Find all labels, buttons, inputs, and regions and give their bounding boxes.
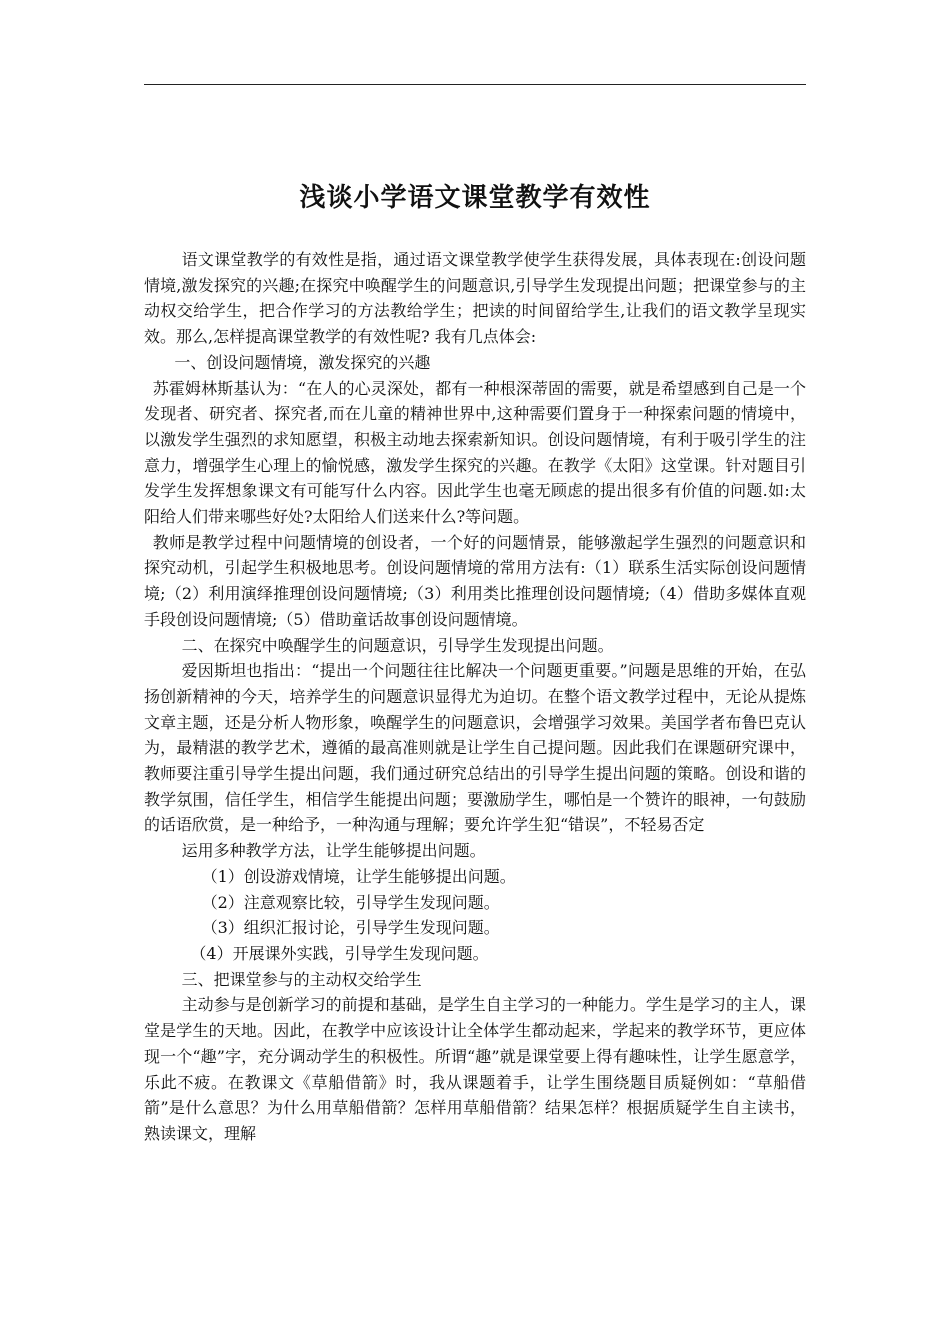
list-item: （4）开展课外实践，引导学生发现问题。 xyxy=(190,943,489,963)
body-paragraph: 教师是教学过程中问题情境的创设者，一个好的问题情景，能够激起学生强烈的问题意识和探究动机，引起学生积极地思考。创设问题情境的常用方法有:（1）联系生活实际创设问题情境;（2）利用演绎推理创设问题情境;（3）利用类比推理创设问题情境;（4）借助多媒体直观手段创设问题情境;（5）借助童话故事创设问题情境。 xyxy=(144,532,806,629)
body-paragraph: 爱因斯坦也指出：“提出一个问题往往比解决一个问题更重要。”问题是思维的开始，在弘扬创新精神的今天，培养学生的问题意识显得尤为迫切。在整个语文教学过程中，无论从提炼文章主题，还是分析人物形象，唤醒学生的问题意识，会增强学习效果。美国学者布鲁巴克认为，最精湛的教学艺术，遵循的最高准则就是让学生自己提问题。因此我们在课题研究课中，教师要注重引导学生提出问题，我们通过研究总结出的引导学生提出问题的策略。创设和谐的教学氛围，信任学生，相信学生能提出问题；要激励学生，哪怕是一个赞许的眼神，一句鼓励的话语欣赏，是一种给予，一种沟通与理解；要允许学生犯“错误”，不轻易否定 xyxy=(144,661,806,835)
section-heading-3: 三、把课堂参与的主动权交给学生 xyxy=(181,969,422,989)
list-item: （3）组织汇报讨论，引导学生发现问题。 xyxy=(201,918,500,938)
list-item: （1）创设游戏情境，让学生能够提出问题。 xyxy=(201,866,516,886)
document-body xyxy=(144,247,806,1147)
document-title: 浅谈小学语文课堂教学有效性 xyxy=(299,183,651,213)
list-item: （2）注意观察比较，引导学生发现问题。 xyxy=(201,892,500,912)
body-paragraph: 主动参与是创新学习的前提和基础，是学生自主学习的一种能力。学生是学习的主人，课堂是学生的天地。因此，在教学中应该设计让全体学生都动起来，学起来的教学环节，更应体现一个“趣”字，充分调动学生的积极性。所谓“趣”就是课堂要上得有趣味性，让学生愿意学，乐此不疲。在教课文《草船借箭》时，我从课题着手，让学生围绕题目质疑例如：“草船借箭”是什么意思？为什么用草船借箭？怎样用草船借箭？结果怎样？根据质疑学生自主读书，熟读课文，理解 xyxy=(144,995,806,1143)
body-paragraph: 苏霍姆林斯基认为：“在人的心灵深处，都有一种根深蒂固的需要，就是希望感到自己是一个发现者、研究者、探究者,而在儿童的精神世界中,这种需要们置身于一种探索问题的情境中，以激发学生强烈的求知愿望，积极主动地去探索新知识。创设问题情境，有利于吸引学生的注意力，增强学生心理上的愉悦感，激发学生探究的兴趣。在教学《太阳》这堂课。针对题目引发学生发挥想象课文有可能写什么内容。因此学生也毫无顾虑的提出很多有价值的问题.如:太阳给人们带来哪些好处?太阳给人们送来什么?等问题。 xyxy=(144,378,806,527)
section-heading-2: 二、在探究中唤醒学生的问题意识，引导学生发现提出问题。 xyxy=(181,635,614,655)
intro-paragraph: 语文课堂教学的有效性是指，通过语文课堂教学使学生获得发展，具体表现在:创设问题情境,激发探究的兴趣;在探究中唤醒学生的问题意识,引导学生发现提出问题；把课堂参与的主动权交给学生，把合作学习的方法教给学生；把读的时间留给学生,让我们的语文教学呈现实效。那么,怎样提高课堂教学的有效性呢? 我有几点体会: xyxy=(144,250,806,347)
header-rule xyxy=(144,84,806,85)
section-heading-1: 一、创设问题情境，激发探究的兴趣 xyxy=(174,352,431,372)
body-paragraph: 运用多种教学方法，让学生能够提出问题。 xyxy=(181,841,486,861)
